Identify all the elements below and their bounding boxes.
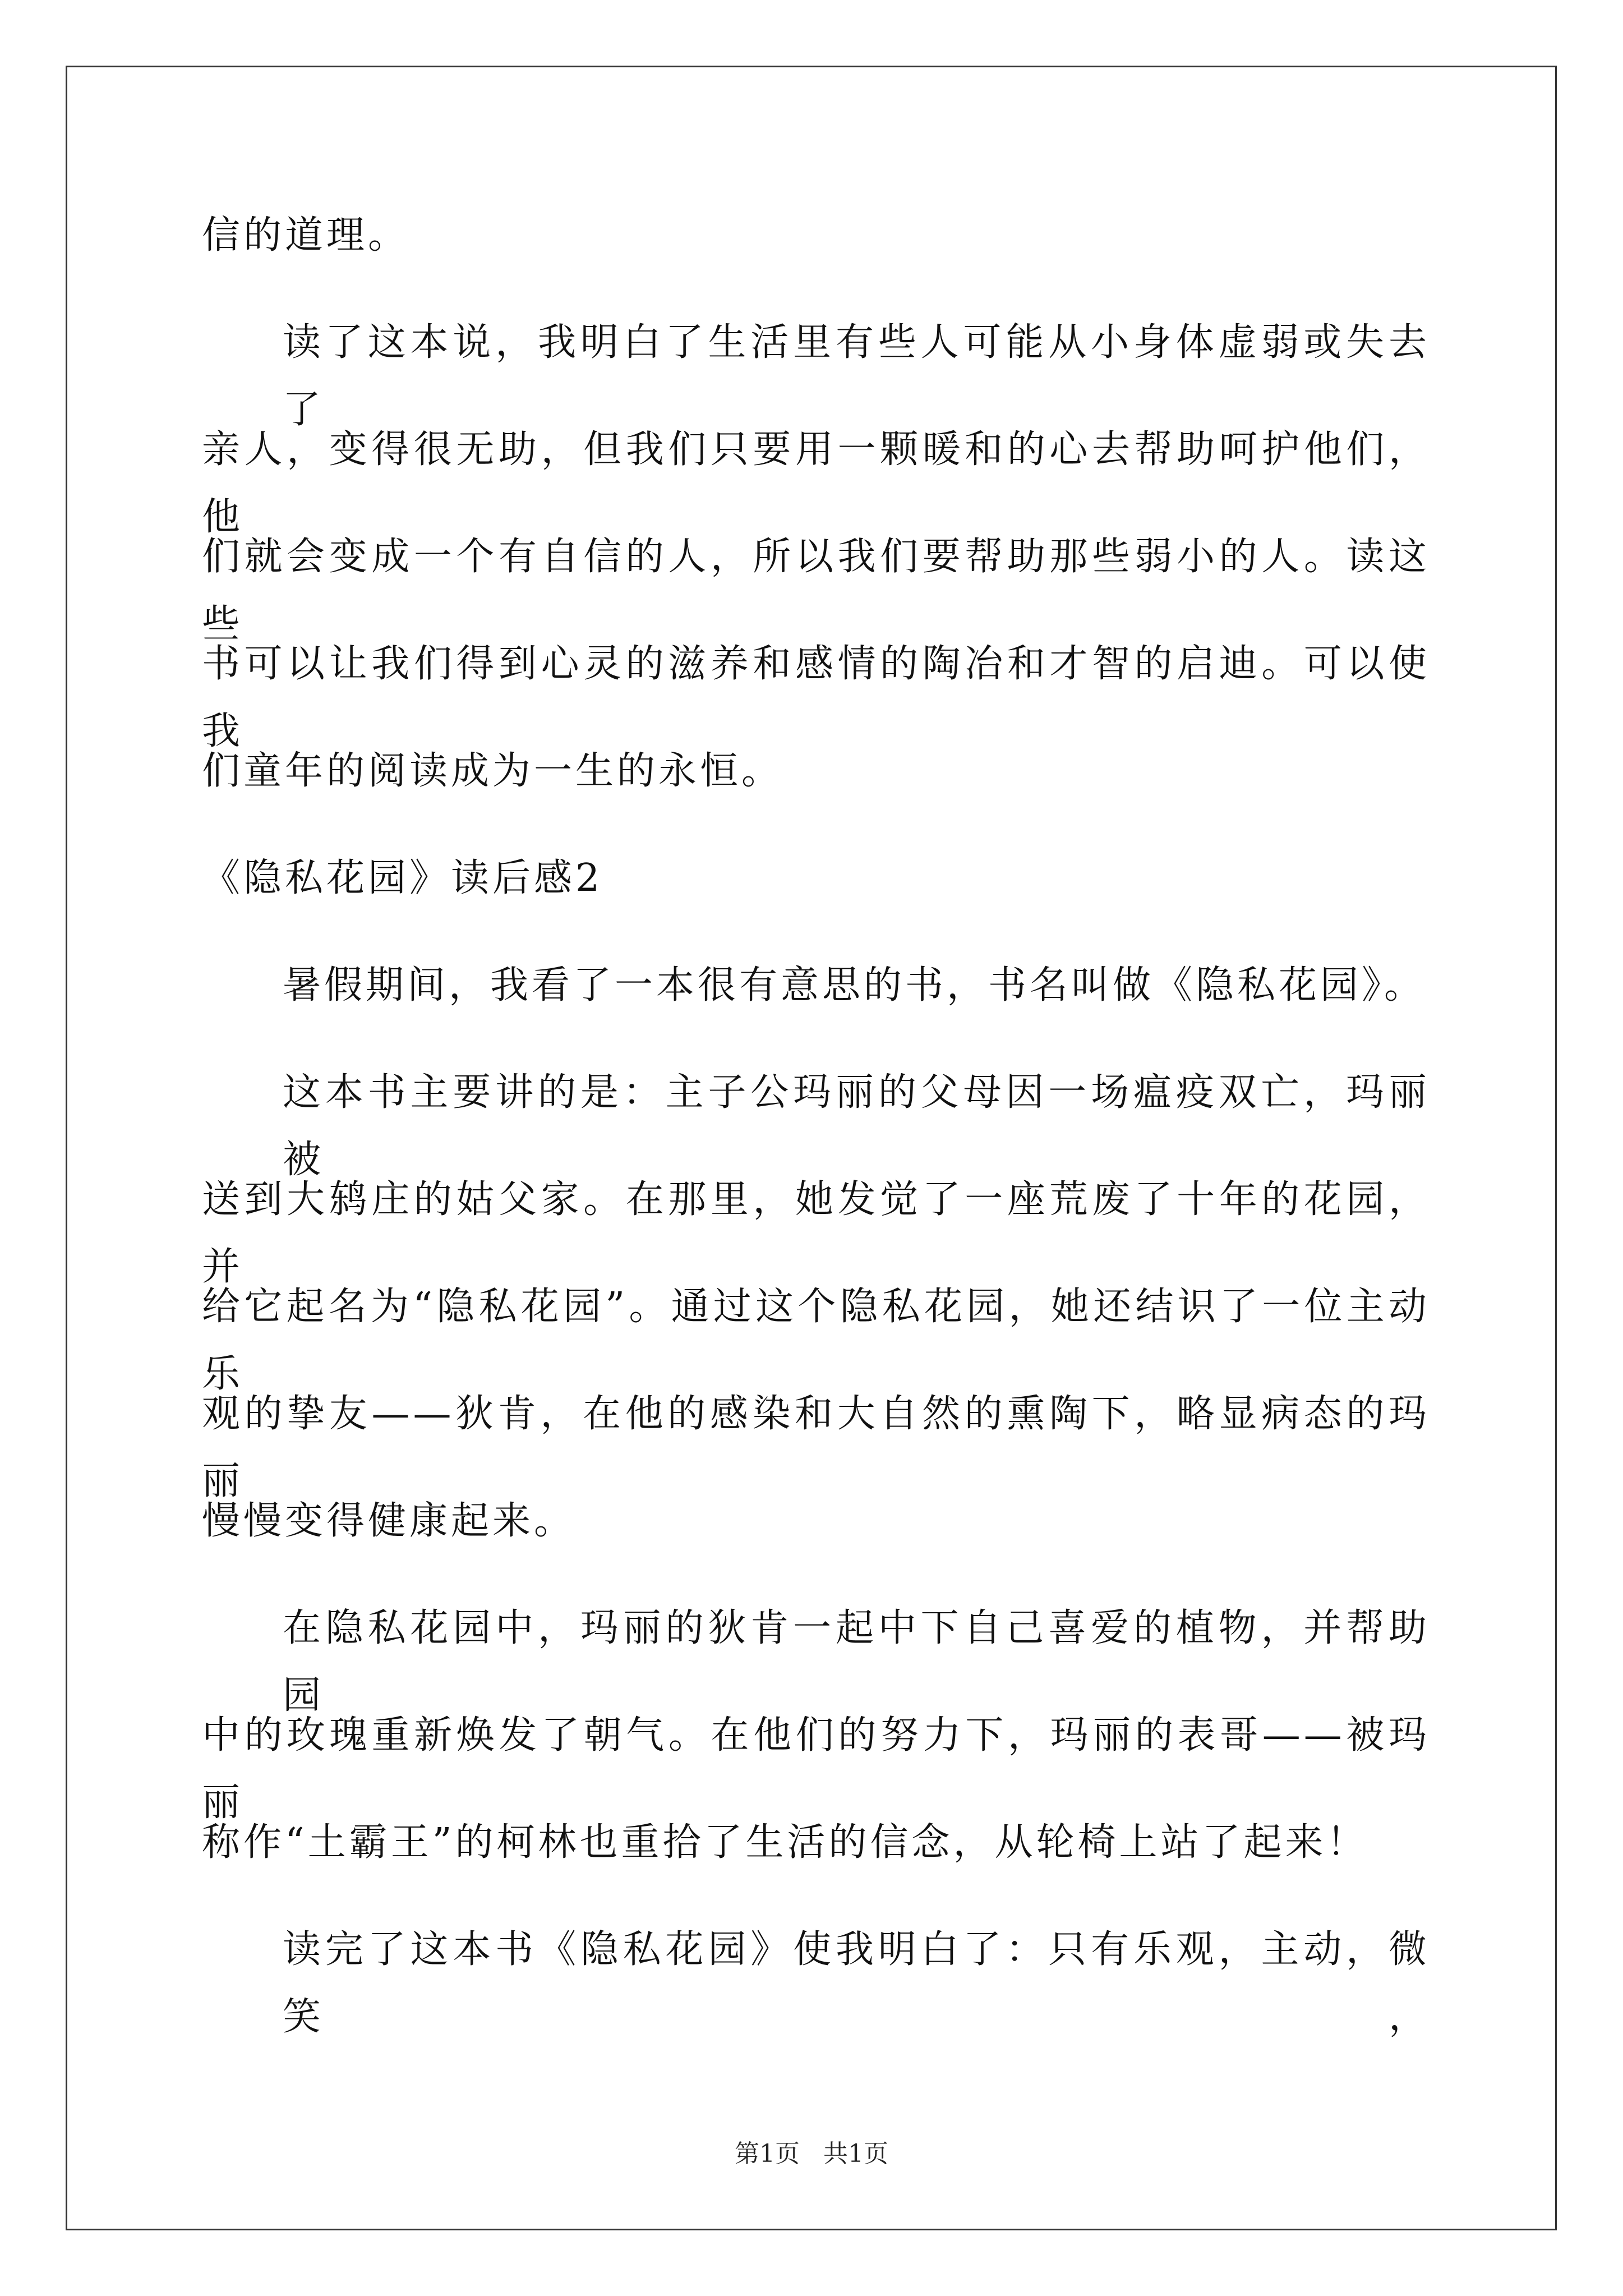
text-line: 信的道理。 — [202, 213, 410, 257]
page-footer — [0, 2137, 1623, 2171]
text-line: 给它起名为“隐私花园”。通过这个隐私花园，她还结识了一位主动乐 — [202, 1285, 1430, 1396]
text-line: 们就会变成一个有自信的人，所以我们要帮助那些弱小的人。读这些 — [202, 535, 1430, 646]
text-line: 观的挚友——狄肯，在他的感染和大自然的熏陶下，略显病态的玛丽 — [202, 1392, 1430, 1503]
text-line: 书可以让我们得到心灵的滋养和感情的陶冶和才智的启迪。可以使我 — [202, 642, 1430, 753]
paragraph-first-line: 暑假期间，我看了一本很有意思的书，书名叫做《隐私花园》。 — [283, 963, 1426, 1007]
paragraph-first-line: 读了这本说，我明白了生活里有些人可能从小身体虚弱或失去了 — [283, 320, 1430, 432]
section-heading: 《隐私花园》读后感2 — [202, 856, 603, 900]
paragraph-first-line: 在隐私花园中，玛丽的狄肯一起中下自己喜爱的植物，并帮助园 — [283, 1606, 1430, 1718]
text-line: 们童年的阅读成为一生的永恒。 — [202, 749, 783, 793]
paragraph-first-line: 读完了这本书《隐私花园》使我明白了：只有乐观，主动，微笑， — [283, 1927, 1430, 2039]
text-line: 称作“土霸王”的柯林也重拾了生活的信念，从轮椅上站了起来！ — [202, 1820, 1368, 1865]
page-number: 第1页 — [735, 2139, 800, 2168]
text-line: 亲人，变得很无助，但我们只要用一颗暖和的心去帮助呵护他们，他 — [202, 427, 1430, 539]
text-line: 送到大鸫庄的姑父家。在那里，她发觉了一座荒废了十年的花园，并 — [202, 1177, 1430, 1289]
text-line: 中的玫瑰重新焕发了朝气。在他们的努力下，玛丽的表哥——被玛丽 — [202, 1713, 1430, 1825]
text-line: 慢慢变得健康起来。 — [202, 1499, 576, 1543]
page-total: 共1页 — [823, 2139, 888, 2168]
paragraph-first-line: 这本书主要讲的是：主子公玛丽的父母因一场瘟疫双亡，玛丽被 — [283, 1070, 1430, 1182]
